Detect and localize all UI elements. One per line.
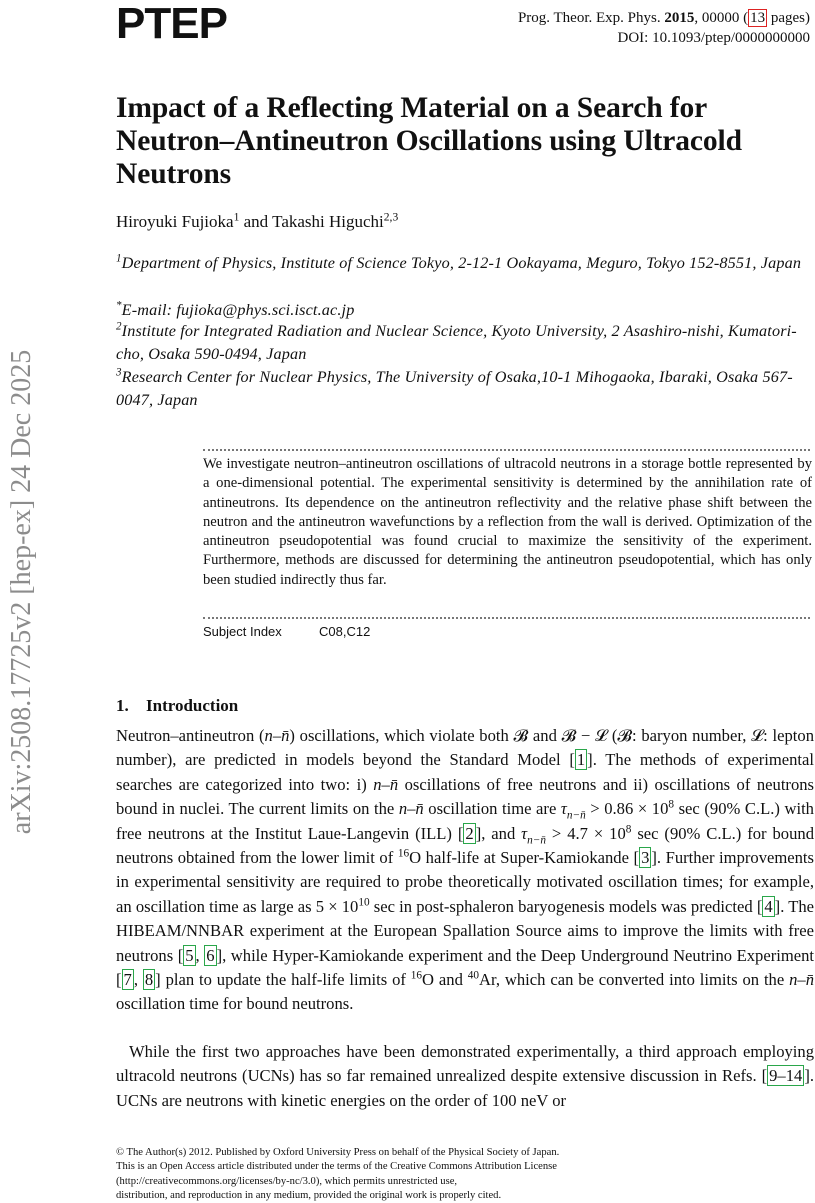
- footer-line: © The Author(s) 2012. Published by Oxford University Press on behalf of the Physical Society of Japan.: [116, 1147, 560, 1158]
- citation-link[interactable]: 1: [576, 750, 586, 770]
- arxiv-stamp: arXiv:2508.17725v2 [hep-ex] 24 Dec 2025: [6, 349, 37, 835]
- footer-line: distribution, and reproduction in any medium, provided the original work is properly cited.: [116, 1189, 502, 1201]
- article-number: 00000: [701, 10, 740, 26]
- author-affiliation-mark: 1: [233, 210, 240, 224]
- paper-title: Impact of a Reflecting Material on a Search for Neutron–Antineutron Oscillations using Ultracold Neutrons: [116, 92, 742, 190]
- author-conjunction: and: [243, 212, 269, 231]
- author-name: Hiroyuki Fujioka: [116, 212, 234, 231]
- author-list: [116, 212, 398, 232]
- citation-link[interactable]: 9–14: [769, 1066, 803, 1086]
- citation-link[interactable]: 5: [185, 945, 194, 965]
- subject-index-codes: C08,C12: [319, 624, 371, 639]
- journal-citation: Prog. Theor. Exp. Phys. 2015, 00000 ( 13 pages): [517, 10, 810, 26]
- pages-word: pages: [770, 10, 805, 26]
- journal-year: 2015: [664, 10, 695, 26]
- email-mark: *: [116, 299, 122, 312]
- citation-link[interactable]: 4: [764, 896, 773, 916]
- subject-index-label: Subject Index: [203, 624, 282, 639]
- citation-link[interactable]: 7: [123, 970, 132, 990]
- citation-link[interactable]: 3: [641, 848, 650, 868]
- introduction-paragraph: Neutron–antineutron (n–n̄) oscillations, which violate both 𝓑 and 𝓑 − 𝓛 (𝓑: baryon number, 𝓛: lepton number), are predicted in models beyond the Standard Model [ 1 ]. The methods of experimental searches are categorized into two: i) n–n̄ oscillations of free neutrons and ii) oscillations of neutrons bound in nuclei. The current limits on the n–n̄ oscillation time are $\tau_{n-n̄} > 0.86 \times 10^8$ sec (90% C.L.) with free neutrons at the Institut Laue-Langevin (ILL) [ 2 ], and $\tau_{n-n̄} > 4.7 \times 10^8$ sec (90% C.L.) for bound neutrons obtained from the lower limit of $^{16}$O half-life at Super-Kamiokande [ 3 ]. Further improvements in experimental sensitivity are required to probe theoretically motivated oscillation times; for example, an oscillation time as large as $5 \times 10^{10}$ sec in post-sphaleron baryogenesis models was predicted [ 4 ]. The HIBEAM/NNBAR experiment at the European Spallation Source aims to improve the limits with free neutrons [ 5 , 6 ], while Hyper-Kamiokande experiment and the Deep Underground Neutrino Experiment [ 7 , 8 ] plan to update the half-life limits of $^{16}$O and $^{40}$Ar, which can be converted into limits on the n–n̄ oscillation time for bound neutrons.: [116, 726, 815, 1014]
- affiliation-text: Department of Physics, Institute of Science Tokyo, 2-12-1 Ookayama, Meguro, Tokyo 152-8551, Japan: [121, 254, 802, 272]
- section-title: Introduction: [146, 696, 239, 715]
- copyright-footer: [116, 1146, 676, 1203]
- doi: DOI: 10.1093/ptep/0000000000: [617, 30, 810, 46]
- affiliation-text: Research Center for Nuclear Physics, The University of Osaka,10-1 Mihogaoka, Ibaraki, Osaka 567-0047, Japan: [116, 368, 793, 409]
- affiliation-2: [116, 320, 806, 366]
- abstract-bottom-divider: [203, 617, 810, 621]
- affiliation-text: Institute for Integrated Radiation and Nuclear Science, Kyoto University, 2 Asashiro-nishi, Kumatori-cho, Osaka 590-0494, Japan: [116, 322, 797, 363]
- affiliation-3: [116, 366, 806, 412]
- footer-line: (http://creativecommons.org/licenses/by-nc/3.0), which permits unrestricted use,: [116, 1175, 458, 1187]
- journal-name: Prog. Theor. Exp. Phys.: [517, 10, 661, 26]
- ptep-logo: [116, 2, 227, 46]
- footer-line: This is an Open Access article distributed under the terms of the Creative Commons Attribution License: [116, 1161, 558, 1173]
- author-name: Takashi Higuchi: [272, 212, 384, 231]
- affiliation-mark: 3: [116, 366, 122, 379]
- author-affiliation-mark: 2,3: [383, 210, 399, 224]
- affiliation-1: [116, 252, 806, 275]
- affiliation-mark: 2: [116, 320, 122, 333]
- page-count-link[interactable]: 13: [750, 10, 766, 26]
- section-number: 1.: [116, 696, 129, 715]
- corresponding-email: [116, 299, 806, 322]
- citation-link[interactable]: 8: [144, 970, 154, 990]
- section-heading: [116, 696, 238, 716]
- abstract-top-divider: [203, 449, 810, 453]
- email-text[interactable]: E-mail: fujioka@phys.sci.isct.ac.jp: [121, 301, 355, 319]
- citation-link[interactable]: 2: [465, 823, 474, 843]
- introduction-paragraph: While the first two approaches have been demonstrated experimentally, a third approach employing ultracold neutrons (UCNs) has so far remained unrealized despite extensive discussion in Refs. [ 9–14 ]. UCNs are neutrons with kinetic energies on the order of 100 neV or: [116, 1042, 814, 1110]
- ptep-logo-text: PTEP: [116, 0, 227, 48]
- citation-link[interactable]: 6: [206, 945, 215, 965]
- affiliation-mark: 1: [116, 252, 122, 265]
- abstract: We investigate neutron–antineutron oscillations of ultracold neutrons in a storage bottle represented by a one-dimensional potential. The experimental sensitivity is determined by the annihilation rate of antineutrons. Its dependence on the antineutron reflectivity and the relative phase shift between the neutron and the antineutron wavefunctions by a reflection from the wall is derived. Optimization of the antineutron pseudopotential was found crucial to maximize the sensitivity of the experiment. Furthermore, methods are discussed for determining the antineutron pseudopotential, which has only been studied indirectly thus far.: [203, 456, 812, 588]
